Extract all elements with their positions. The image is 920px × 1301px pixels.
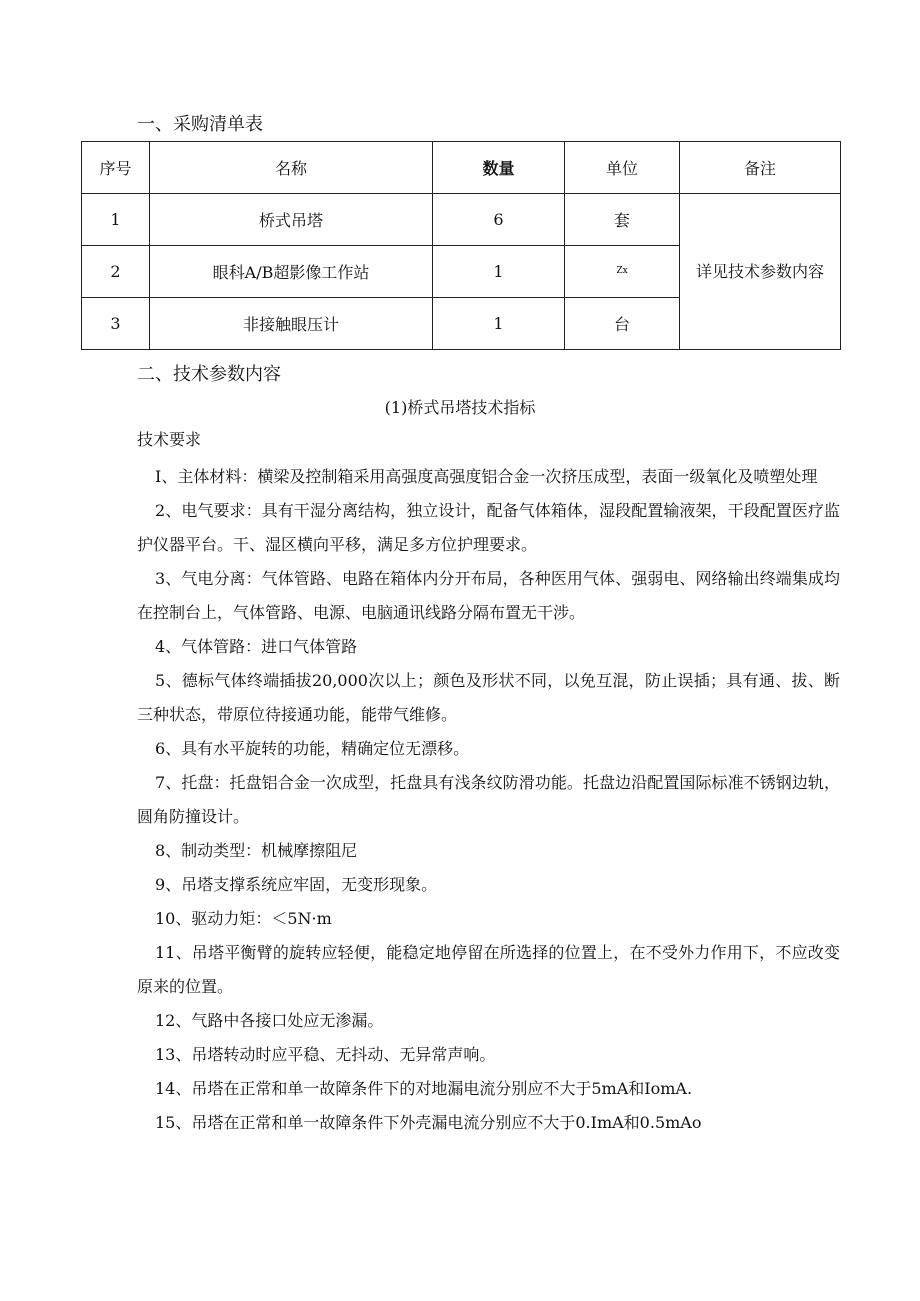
cell-no: 1 — [82, 194, 150, 246]
purchase-list-table — [81, 141, 841, 350]
list-item: 8、制动类型：机械摩擦阻尼 — [155, 841, 358, 860]
cell-qty: 1 — [433, 246, 565, 298]
list-item: 15、吊塔在正常和单一故障条件下外壳漏电流分别应不大于0.ImA和0.5mAo — [155, 1113, 702, 1132]
list-item: 4、气体管路：进口气体管路 — [155, 637, 358, 656]
list-item: 9、吊塔支撑系统应牢固，无变形现象。 — [155, 875, 438, 894]
list-item: 5、德标气体终端插拔20,000次以上；颜色及形状不同，以免互混，防止误插；具有通、拔、断三种状态，带原位待接通功能，能带气维修。 — [137, 671, 840, 724]
section-title-purchase-list: 一、采购清单表 — [137, 114, 263, 135]
cell-unit: 台 — [565, 298, 680, 350]
table-header-row — [82, 142, 841, 194]
cell-unit — [565, 246, 680, 298]
cell-remark: 详见技术参数内容 — [680, 194, 841, 350]
list-item: I、主体材料：横梁及控制箱采用高强度高强度铝合金一次挤压成型，表面一级氧化及喷塑处理 — [155, 467, 818, 486]
header-name: 名称 — [150, 142, 433, 194]
list-item: 12、气路中各接口处应无渗漏。 — [155, 1011, 384, 1030]
requirements-list — [137, 460, 840, 1140]
list-item: 2、电气要求：具有干湿分离结构，独立设计，配备气体箱体，湿段配置输液架，干段配置医疗监护仪器平台。干、湿区横向平移，满足多方位护理要求。 — [137, 501, 840, 554]
cell-name: 非接触眼压计 — [150, 298, 433, 350]
cell-name: 眼科A/B超影像工作站 — [150, 246, 433, 298]
header-unit: 单位 — [565, 142, 680, 194]
subsection-title: (1)桥式吊塔技术指标 — [384, 398, 536, 417]
list-item: 6、具有水平旋转的功能，精确定位无漂移。 — [155, 739, 470, 758]
header-no: 序号 — [82, 142, 150, 194]
requirements-heading: 技术要求 — [137, 430, 202, 449]
cell-name: 桥式吊塔 — [150, 194, 433, 246]
cell-unit-text: Zx — [616, 266, 628, 276]
cell-unit: 套 — [565, 194, 680, 246]
list-item: 13、吊塔转动时应平稳、无抖动、无异常声响。 — [155, 1045, 496, 1064]
cell-no: 2 — [82, 246, 150, 298]
table-row — [82, 194, 841, 246]
cell-no: 3 — [82, 298, 150, 350]
list-item: 3、气电分离：气体管路、电路在箱体内分开布局，各种医用气体、强弱电、网络输出终端集成均在控制台上，气体管路、电源、电脑通讯线路分隔布置无干涉。 — [137, 569, 840, 622]
section-title-tech-params: 二、技术参数内容 — [137, 364, 281, 385]
list-item: 7、托盘：托盘铝合金一次成型，托盘具有浅条纹防滑功能。托盘边沿配置国际标准不锈钢边轨，圆角防撞设计。 — [137, 773, 840, 826]
cell-qty: 1 — [433, 298, 565, 350]
header-remark: 备注 — [680, 142, 841, 194]
header-qty: 数量 — [433, 142, 565, 194]
list-item: 14、吊塔在正常和单一故障条件下的对地漏电流分别应不大于5mA和IomA. — [155, 1079, 693, 1098]
list-item: 10、驱动力矩：＜5N·m — [155, 909, 332, 928]
cell-qty: 6 — [433, 194, 565, 246]
list-item: 11、吊塔平衡臂的旋转应轻便，能稳定地停留在所选择的位置上，在不受外力作用下，不应改变原来的位置。 — [137, 943, 840, 996]
